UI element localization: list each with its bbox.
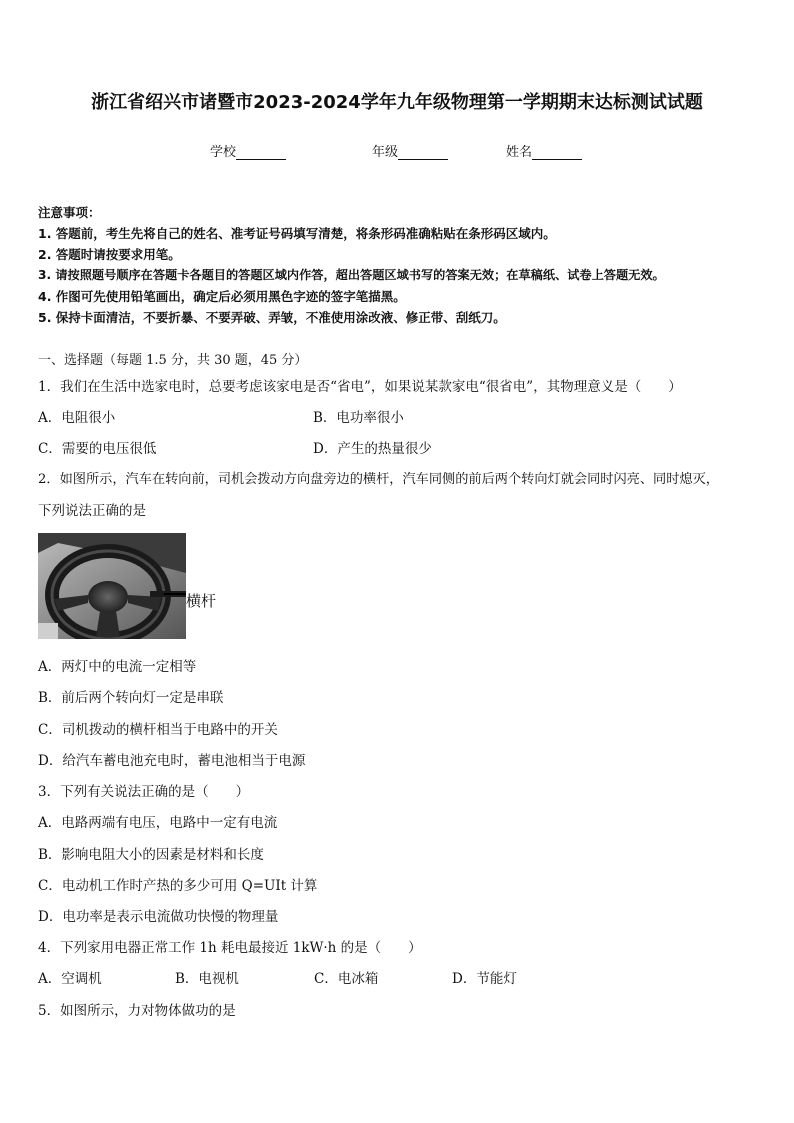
school-field	[210, 141, 286, 160]
question-3-stem: 3．下列有关说法正确的是（ ）	[38, 784, 250, 800]
question-3-option-b: B．影响电阻大小的因素是材料和长度	[38, 847, 264, 863]
notes-heading: 注意事项：	[38, 205, 101, 220]
note-item: 3. 请按照题号顺序在答题卡各题目的答题区域内作答，超出答题区域书写的答案无效；在草稿纸、试卷上答题无效。	[38, 268, 665, 282]
question-2-option-a: A．两灯中的电流一定相等	[38, 659, 197, 675]
school-label: 学校	[210, 145, 237, 160]
question-2-option-c: C．司机拨动的横杆相当于电路中的开关	[38, 722, 278, 738]
question-4-option-b: B．电视机	[175, 971, 239, 987]
name-field	[506, 141, 582, 160]
lever-label: 横杆	[186, 592, 217, 610]
grade-field	[372, 141, 448, 160]
school-blank	[236, 145, 286, 160]
note-item: 5. 保持卡面清洁，不要折暴、不要弄破、弄皱，不准使用涂改液、修正带、刮纸刀。	[38, 310, 506, 325]
question-3-option-a: A．电路两端有电压，电路中一定有电流	[38, 815, 278, 831]
question-1-option-c: C．需要的电压很低	[38, 441, 157, 457]
note-item: 2. 答题时请按要求用笔。	[38, 247, 181, 262]
question-4-option-d: D．节能灯	[452, 971, 517, 987]
steering-wheel-figure	[38, 533, 186, 639]
question-1-stem: 1．我们在生活中选家电时，总要考虑该家电是否“省电”，如果说某款家电“很省电”，其物理意义是（ ）	[38, 379, 682, 395]
note-item: 4. 作图可先使用铅笔画出，确定后必须用黑色字迹的签字笔描黑。	[38, 289, 406, 304]
question-2-stem: 2．如图所示，汽车在转向前，司机会拨动方向盘旁边的横杆，汽车同侧的前后两个转向灯就会同时闪亮、同时熄灭，	[38, 472, 719, 487]
question-3-option-d: D．电功率是表示电流做功快慢的物理量	[38, 909, 279, 925]
name-blank	[532, 145, 582, 160]
question-4-option-a: A．空调机	[38, 971, 102, 987]
grade-label: 年级	[372, 145, 399, 160]
question-2-option-d: D．给汽车蓄电池充电时，蓄电池相当于电源	[38, 753, 306, 769]
question-2-stem-continued: 下列说法正确的是	[38, 503, 146, 519]
question-1-option-b: B．电功率很小	[313, 410, 404, 426]
grade-blank	[398, 145, 448, 160]
question-1-option-a: A．电阻很小	[38, 410, 116, 426]
question-5-stem: 5．如图所示，力对物体做功的是	[38, 1003, 236, 1019]
name-label: 姓名	[506, 145, 533, 160]
steering-wheel-photo	[38, 533, 186, 639]
section-heading: 一、选择题（每题 1.5 分，共 30 题，45 分）	[38, 353, 308, 368]
question-1-option-d: D．产生的热量很少	[313, 441, 432, 457]
page-title: 浙江省绍兴市诸暨市2023-2024学年九年级物理第一学期期末达标测试试题	[91, 92, 703, 113]
question-3-option-c: C．电动机工作时产热的多少可用 Q=UIt 计算	[38, 878, 318, 894]
question-2-option-b: B．前后两个转向灯一定是串联	[38, 690, 224, 706]
question-4-option-c: C．电冰箱	[314, 971, 379, 987]
question-4-stem: 4．下列家用电器正常工作 1h 耗电最接近 1kW·h 的是（ ）	[38, 940, 422, 956]
note-item: 1. 答题前，考生先将自己的姓名、准考证号码填写清楚，将条形码准确粘贴在条形码区域内。	[38, 226, 556, 241]
